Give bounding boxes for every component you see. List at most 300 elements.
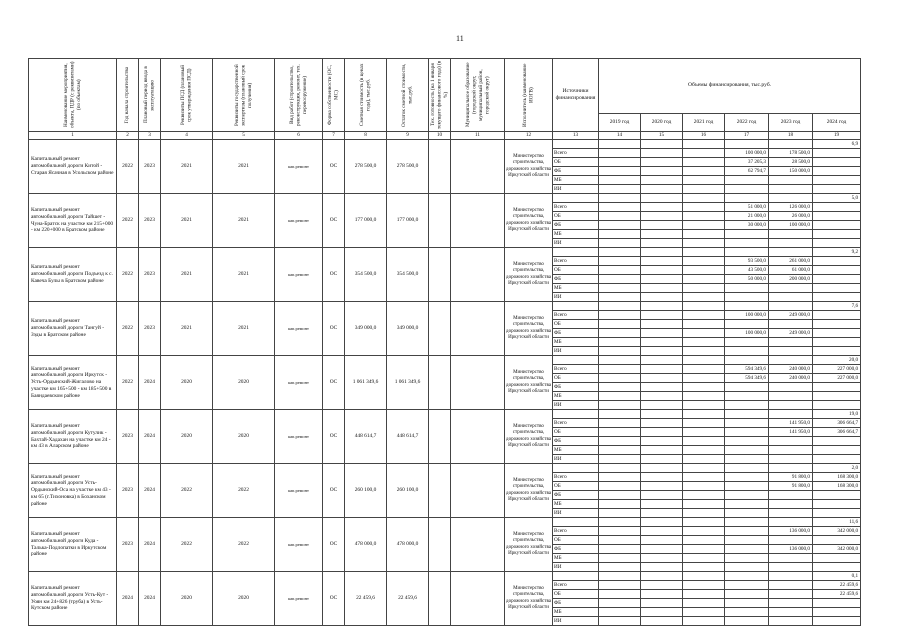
funding-cell: [725, 563, 769, 572]
source-label: ИИ: [553, 347, 599, 356]
funding-cell: [813, 392, 861, 401]
funding-cell: [599, 203, 641, 212]
source-label: МБ: [553, 608, 599, 617]
funding-cell: 126 000,0: [769, 203, 813, 212]
source-label: Всего: [553, 203, 599, 212]
funding-cell: 240 000,0: [769, 374, 813, 383]
table-row: [29, 572, 861, 581]
executor: Министерство строительства, дорожного хозяйства Иркутской области: [505, 248, 553, 302]
funding-cell: [769, 392, 813, 401]
header-municipality: [451, 59, 505, 132]
funding-cell: [641, 455, 683, 464]
source-label: [553, 140, 599, 149]
funding-cell: [683, 257, 725, 266]
funding-cell: [725, 599, 769, 608]
ownership: ОС: [323, 572, 345, 626]
funding-cell: [769, 284, 813, 293]
source-label: МБ: [553, 554, 599, 563]
funding-cell: [813, 617, 861, 626]
funding-cell: [813, 167, 861, 176]
funding-cell: [683, 446, 725, 455]
funding-cell: [683, 392, 725, 401]
source-label: ФБ: [553, 221, 599, 230]
table-body: [29, 140, 861, 626]
municipality: [451, 518, 505, 572]
funding-cell: [599, 167, 641, 176]
funding-cell: [769, 464, 813, 473]
funding-cell: [769, 383, 813, 392]
funding-cell: [683, 185, 725, 194]
readiness: [429, 194, 451, 248]
start-year: 2023: [117, 464, 139, 518]
funding-cell: [725, 410, 769, 419]
source-label: [553, 572, 599, 581]
readiness-value: 9,2: [813, 248, 861, 257]
funding-cell: 168 300,0: [813, 473, 861, 482]
header-name: [29, 59, 117, 132]
funding-cell: [769, 176, 813, 185]
work-type: кап.ремонт: [275, 518, 323, 572]
funding-cell: [641, 356, 683, 365]
funding-cell: [683, 482, 725, 491]
funding-cell: [769, 491, 813, 500]
funding-cell: [683, 419, 725, 428]
funding-cell: 22 459,6: [813, 590, 861, 599]
source-label: МБ: [553, 230, 599, 239]
source-label: ОБ: [553, 266, 599, 275]
funding-cell: [641, 185, 683, 194]
funding-cell: [599, 536, 641, 545]
funding-cell: 240 000,0: [769, 365, 813, 374]
column-number: 18: [769, 132, 813, 140]
funding-cell: [813, 284, 861, 293]
funding-cell: 28 500,0: [769, 158, 813, 167]
funding-cell: 342 000,0: [813, 527, 861, 536]
header-funding: Объемы финансирования, тыс.руб.: [599, 59, 861, 114]
funding-cell: [683, 284, 725, 293]
funding-cell: [725, 383, 769, 392]
expertise-year: 2020: [213, 572, 275, 626]
executor: Министерство строительства, дорожного хозяйства Иркутской области: [505, 410, 553, 464]
funding-cell: [641, 392, 683, 401]
municipality: [451, 410, 505, 464]
source-label: Всего: [553, 365, 599, 374]
funding-cell: [725, 446, 769, 455]
funding-cell: [725, 590, 769, 599]
funding-cell: [599, 545, 641, 554]
source-label: ОБ: [553, 158, 599, 167]
source-label: ОБ: [553, 320, 599, 329]
funding-cell: [683, 500, 725, 509]
psd-year: 2020: [161, 572, 213, 626]
column-number: 11: [451, 132, 505, 140]
funding-cell: [813, 320, 861, 329]
funding-cell: [813, 203, 861, 212]
funding-cell: [683, 203, 725, 212]
funding-cell: [641, 257, 683, 266]
source-label: [553, 410, 599, 419]
funding-cell: 594 349,6: [725, 365, 769, 374]
funding-cell: 200 000,0: [769, 275, 813, 284]
funding-cell: 100 000,0: [725, 149, 769, 158]
funding-cell: [769, 437, 813, 446]
funding-cell: [599, 482, 641, 491]
commission-year: 2023: [139, 248, 161, 302]
object-name: Капитальный ремонт автомобильной дороги Усть-Кут - Уоян км 24+826 (труба) в Усть-Кутском районе: [29, 572, 117, 626]
funding-cell: [769, 347, 813, 356]
funding-cell: [641, 248, 683, 257]
header-text: Вид работ (строительство, реконструкция, ремонт, тех. перевооружение): [288, 64, 308, 126]
funding-cell: [641, 311, 683, 320]
header-text: Плановый период ввода в эксплуатацию: [143, 66, 156, 124]
source-label: МБ: [553, 176, 599, 185]
expertise-year: 2022: [213, 464, 275, 518]
funding-cell: [725, 176, 769, 185]
funding-cell: [599, 212, 641, 221]
source-label: ИИ: [553, 185, 599, 194]
commission-year: 2024: [139, 356, 161, 410]
funding-cell: 93 500,0: [725, 257, 769, 266]
source-label: МБ: [553, 338, 599, 347]
funding-cell: [683, 536, 725, 545]
funding-cell: 342 000,0: [813, 545, 861, 554]
funding-cell: [683, 275, 725, 284]
funding-cell: [599, 473, 641, 482]
funding-cell: [683, 401, 725, 410]
column-number: 12: [505, 132, 553, 140]
commission-year: 2024: [139, 518, 161, 572]
funding-cell: [813, 185, 861, 194]
funding-cell: 61 000,0: [769, 266, 813, 275]
source-label: Всего: [553, 419, 599, 428]
funding-cell: [769, 500, 813, 509]
remaining-cost: 349 000,0: [387, 302, 429, 356]
funding-cell: [725, 239, 769, 248]
municipality: [451, 356, 505, 410]
funding-cell: 43 500,0: [725, 266, 769, 275]
header-text: Муниципальное образование (городской округ, муниципальный район, городской округ): [464, 62, 490, 128]
funding-cell: [813, 149, 861, 158]
executor: Министерство строительства, дорожного хозяйства Иркутской области: [505, 518, 553, 572]
funding-cell: 62 794,7: [725, 167, 769, 176]
work-type: кап.ремонт: [275, 356, 323, 410]
funding-cell: 227 000,0: [813, 365, 861, 374]
funding-cell: [599, 248, 641, 257]
funding-cell: [725, 500, 769, 509]
funding-cell: [769, 509, 813, 518]
table-row: [29, 302, 861, 311]
source-label: Всего: [553, 257, 599, 266]
funding-cell: [683, 554, 725, 563]
funding-cell: [599, 572, 641, 581]
funding-cell: [683, 140, 725, 149]
funding-cell: [725, 554, 769, 563]
funding-cell: [813, 401, 861, 410]
funding-cell: [725, 437, 769, 446]
funding-cell: 261 000,0: [769, 257, 813, 266]
source-label: [553, 518, 599, 527]
funding-cell: [641, 338, 683, 347]
psd-year: 2021: [161, 140, 213, 194]
funding-cell: [641, 140, 683, 149]
funding-cell: [813, 599, 861, 608]
funding-cell: [683, 491, 725, 500]
funding-cell: 136 000,0: [769, 527, 813, 536]
column-number: 16: [683, 132, 725, 140]
readiness-value: 0,1: [813, 572, 861, 581]
funding-cell: [725, 473, 769, 482]
funding-cell: [683, 176, 725, 185]
funding-cell: [725, 302, 769, 311]
funding-cell: [769, 239, 813, 248]
header-year: 2022 год: [725, 113, 769, 131]
funding-cell: [813, 383, 861, 392]
funding-cell: [641, 410, 683, 419]
funding-cell: [813, 239, 861, 248]
funding-cell: [641, 563, 683, 572]
start-year: 2022: [117, 194, 139, 248]
funding-cell: [683, 545, 725, 554]
funding-cell: [599, 446, 641, 455]
header-cost: [345, 59, 387, 132]
funding-cell: [683, 194, 725, 203]
source-label: ОБ: [553, 428, 599, 437]
object-name: Капитальный ремонт автомобильной дороги Иркутск - Усть-Ордынский-Жигалово на участке км 165+500 - км 185+500 в Баяндаевском районе: [29, 356, 117, 410]
header-work-type: [275, 59, 323, 132]
funding-cell: [683, 239, 725, 248]
funding-cell: [683, 509, 725, 518]
funding-cell: [641, 545, 683, 554]
expertise-year: 2021: [213, 302, 275, 356]
table-row: [29, 356, 861, 365]
funding-cell: [641, 302, 683, 311]
funding-cell: [813, 311, 861, 320]
source-label: ФБ: [553, 167, 599, 176]
funding-cell: [599, 617, 641, 626]
psd-year: 2021: [161, 248, 213, 302]
psd-year: 2020: [161, 410, 213, 464]
psd-year: 2020: [161, 356, 213, 410]
funding-cell: 168 300,0: [813, 482, 861, 491]
funding-cell: 141 950,0: [769, 419, 813, 428]
header-commission: [139, 59, 161, 132]
header-rest: [387, 59, 429, 132]
estimated-cost: 349 000,0: [345, 302, 387, 356]
header-year: 2021 год: [683, 113, 725, 131]
psd-year: 2022: [161, 464, 213, 518]
funding-cell: [641, 365, 683, 374]
readiness-value: 20,0: [813, 356, 861, 365]
source-label: [553, 356, 599, 365]
funding-cell: [599, 293, 641, 302]
estimated-cost: 354 500,0: [345, 248, 387, 302]
funding-cell: [599, 230, 641, 239]
funding-cell: [641, 203, 683, 212]
remaining-cost: 478 000,0: [387, 518, 429, 572]
source-label: Всего: [553, 581, 599, 590]
readiness: [429, 410, 451, 464]
source-label: ФБ: [553, 437, 599, 446]
commission-year: 2024: [139, 410, 161, 464]
source-label: Всего: [553, 311, 599, 320]
funding-cell: [641, 581, 683, 590]
estimated-cost: 260 100,0: [345, 464, 387, 518]
funding-cell: [641, 293, 683, 302]
funding-cell: [813, 563, 861, 572]
funding-cell: [725, 509, 769, 518]
funding-cell: [641, 383, 683, 392]
funding-cell: [683, 320, 725, 329]
funding-cell: [769, 608, 813, 617]
funding-cell: [725, 347, 769, 356]
funding-cell: [725, 491, 769, 500]
readiness: [429, 356, 451, 410]
funding-cell: [599, 329, 641, 338]
funding-cell: [599, 464, 641, 473]
header-year: 2019 год: [599, 113, 641, 131]
funding-cell: [769, 320, 813, 329]
source-label: Всего: [553, 473, 599, 482]
funding-cell: [599, 338, 641, 347]
funding-cell: [641, 437, 683, 446]
funding-cell: [725, 338, 769, 347]
funding-cell: [683, 212, 725, 221]
source-label: ФБ: [553, 545, 599, 554]
psd-year: 2022: [161, 518, 213, 572]
funding-cell: [599, 590, 641, 599]
funding-cell: [813, 455, 861, 464]
funding-cell: [769, 194, 813, 203]
funding-cell: [769, 293, 813, 302]
funding-cell: 306 664,7: [813, 428, 861, 437]
work-type: кап.ремонт: [275, 410, 323, 464]
funding-cell: [599, 554, 641, 563]
funding-cell: [641, 590, 683, 599]
column-number: 3: [139, 132, 161, 140]
funding-cell: [813, 293, 861, 302]
table-row: [29, 140, 861, 149]
source-label: ИИ: [553, 509, 599, 518]
funding-cell: [683, 428, 725, 437]
ownership: ОС: [323, 356, 345, 410]
source-label: ФБ: [553, 329, 599, 338]
object-name: Капитальный ремонт автомобильной дороги Китой - Старая Ясачная в Усольском районе: [29, 140, 117, 194]
funding-cell: [641, 527, 683, 536]
funding-cell: [599, 275, 641, 284]
table-row: [29, 464, 861, 473]
funding-cell: [683, 221, 725, 230]
source-label: ФБ: [553, 383, 599, 392]
expertise-year: 2021: [213, 248, 275, 302]
expertise-year: 2022: [213, 518, 275, 572]
funding-cell: [641, 500, 683, 509]
funding-cell: [725, 248, 769, 257]
column-number: 13: [553, 132, 599, 140]
estimated-cost: 278 500,0: [345, 140, 387, 194]
funding-cell: 37 205,3: [725, 158, 769, 167]
funding-cell: [641, 428, 683, 437]
funding-cell: [769, 446, 813, 455]
funding-cell: [683, 518, 725, 527]
funding-cell: [683, 356, 725, 365]
executor: Министерство строительства, дорожного хозяйства Иркутской области: [505, 356, 553, 410]
column-number: 9: [387, 132, 429, 140]
funding-cell: [599, 500, 641, 509]
funding-cell: [683, 293, 725, 302]
funding-cell: [683, 158, 725, 167]
funding-cell: [725, 617, 769, 626]
source-label: ОБ: [553, 590, 599, 599]
funding-cell: [683, 374, 725, 383]
ownership: ОС: [323, 140, 345, 194]
funding-cell: [725, 356, 769, 365]
funding-cell: [725, 527, 769, 536]
funding-cell: [641, 473, 683, 482]
funding-cell: [641, 275, 683, 284]
header-psd: [161, 59, 213, 132]
funding-cell: [769, 572, 813, 581]
funding-cell: [769, 410, 813, 419]
column-number: 19: [813, 132, 861, 140]
funding-cell: [641, 176, 683, 185]
start-year: 2022: [117, 140, 139, 194]
funding-cell: [641, 491, 683, 500]
funding-cell: [813, 266, 861, 275]
funding-cell: [813, 338, 861, 347]
funding-cell: [641, 419, 683, 428]
funding-cell: [769, 518, 813, 527]
funding-cell: [641, 212, 683, 221]
funding-cell: [725, 572, 769, 581]
funding-cell: [599, 149, 641, 158]
table-row: [29, 518, 861, 527]
funding-cell: [641, 536, 683, 545]
funding-cell: [641, 608, 683, 617]
funding-cell: [769, 599, 813, 608]
funding-cell: [683, 617, 725, 626]
column-number: 4: [161, 132, 213, 140]
funding-cell: [725, 401, 769, 410]
executor: Министерство строительства, дорожного хозяйства Иркутской области: [505, 140, 553, 194]
work-type: кап.ремонт: [275, 572, 323, 626]
funding-cell: 227 000,0: [813, 374, 861, 383]
funding-cell: [599, 383, 641, 392]
funding-cell: [641, 554, 683, 563]
funding-cell: [769, 302, 813, 311]
funding-cell: [641, 509, 683, 518]
source-label: ИИ: [553, 239, 599, 248]
ownership: ОС: [323, 464, 345, 518]
funding-cell: [769, 563, 813, 572]
funding-cell: [725, 194, 769, 203]
readiness: [429, 140, 451, 194]
funding-cell: [683, 329, 725, 338]
funding-cell: [725, 464, 769, 473]
funding-cell: 26 000,0: [769, 212, 813, 221]
readiness: [429, 464, 451, 518]
funding-cell: [725, 419, 769, 428]
funding-cell: [599, 221, 641, 230]
funding-cell: [599, 401, 641, 410]
funding-cell: [641, 572, 683, 581]
funding-cell: 594 349,6: [725, 374, 769, 383]
work-type: кап.ремонт: [275, 464, 323, 518]
object-name: Капитальный ремонт автомобильной дороги Кутулик - Бахтай-Хадахан на участке км 24 - км 43 в Аларском районе: [29, 410, 117, 464]
funding-cell: [683, 572, 725, 581]
funding-cell: [641, 518, 683, 527]
remaining-cost: 448 614,7: [387, 410, 429, 464]
funding-cell: [641, 167, 683, 176]
